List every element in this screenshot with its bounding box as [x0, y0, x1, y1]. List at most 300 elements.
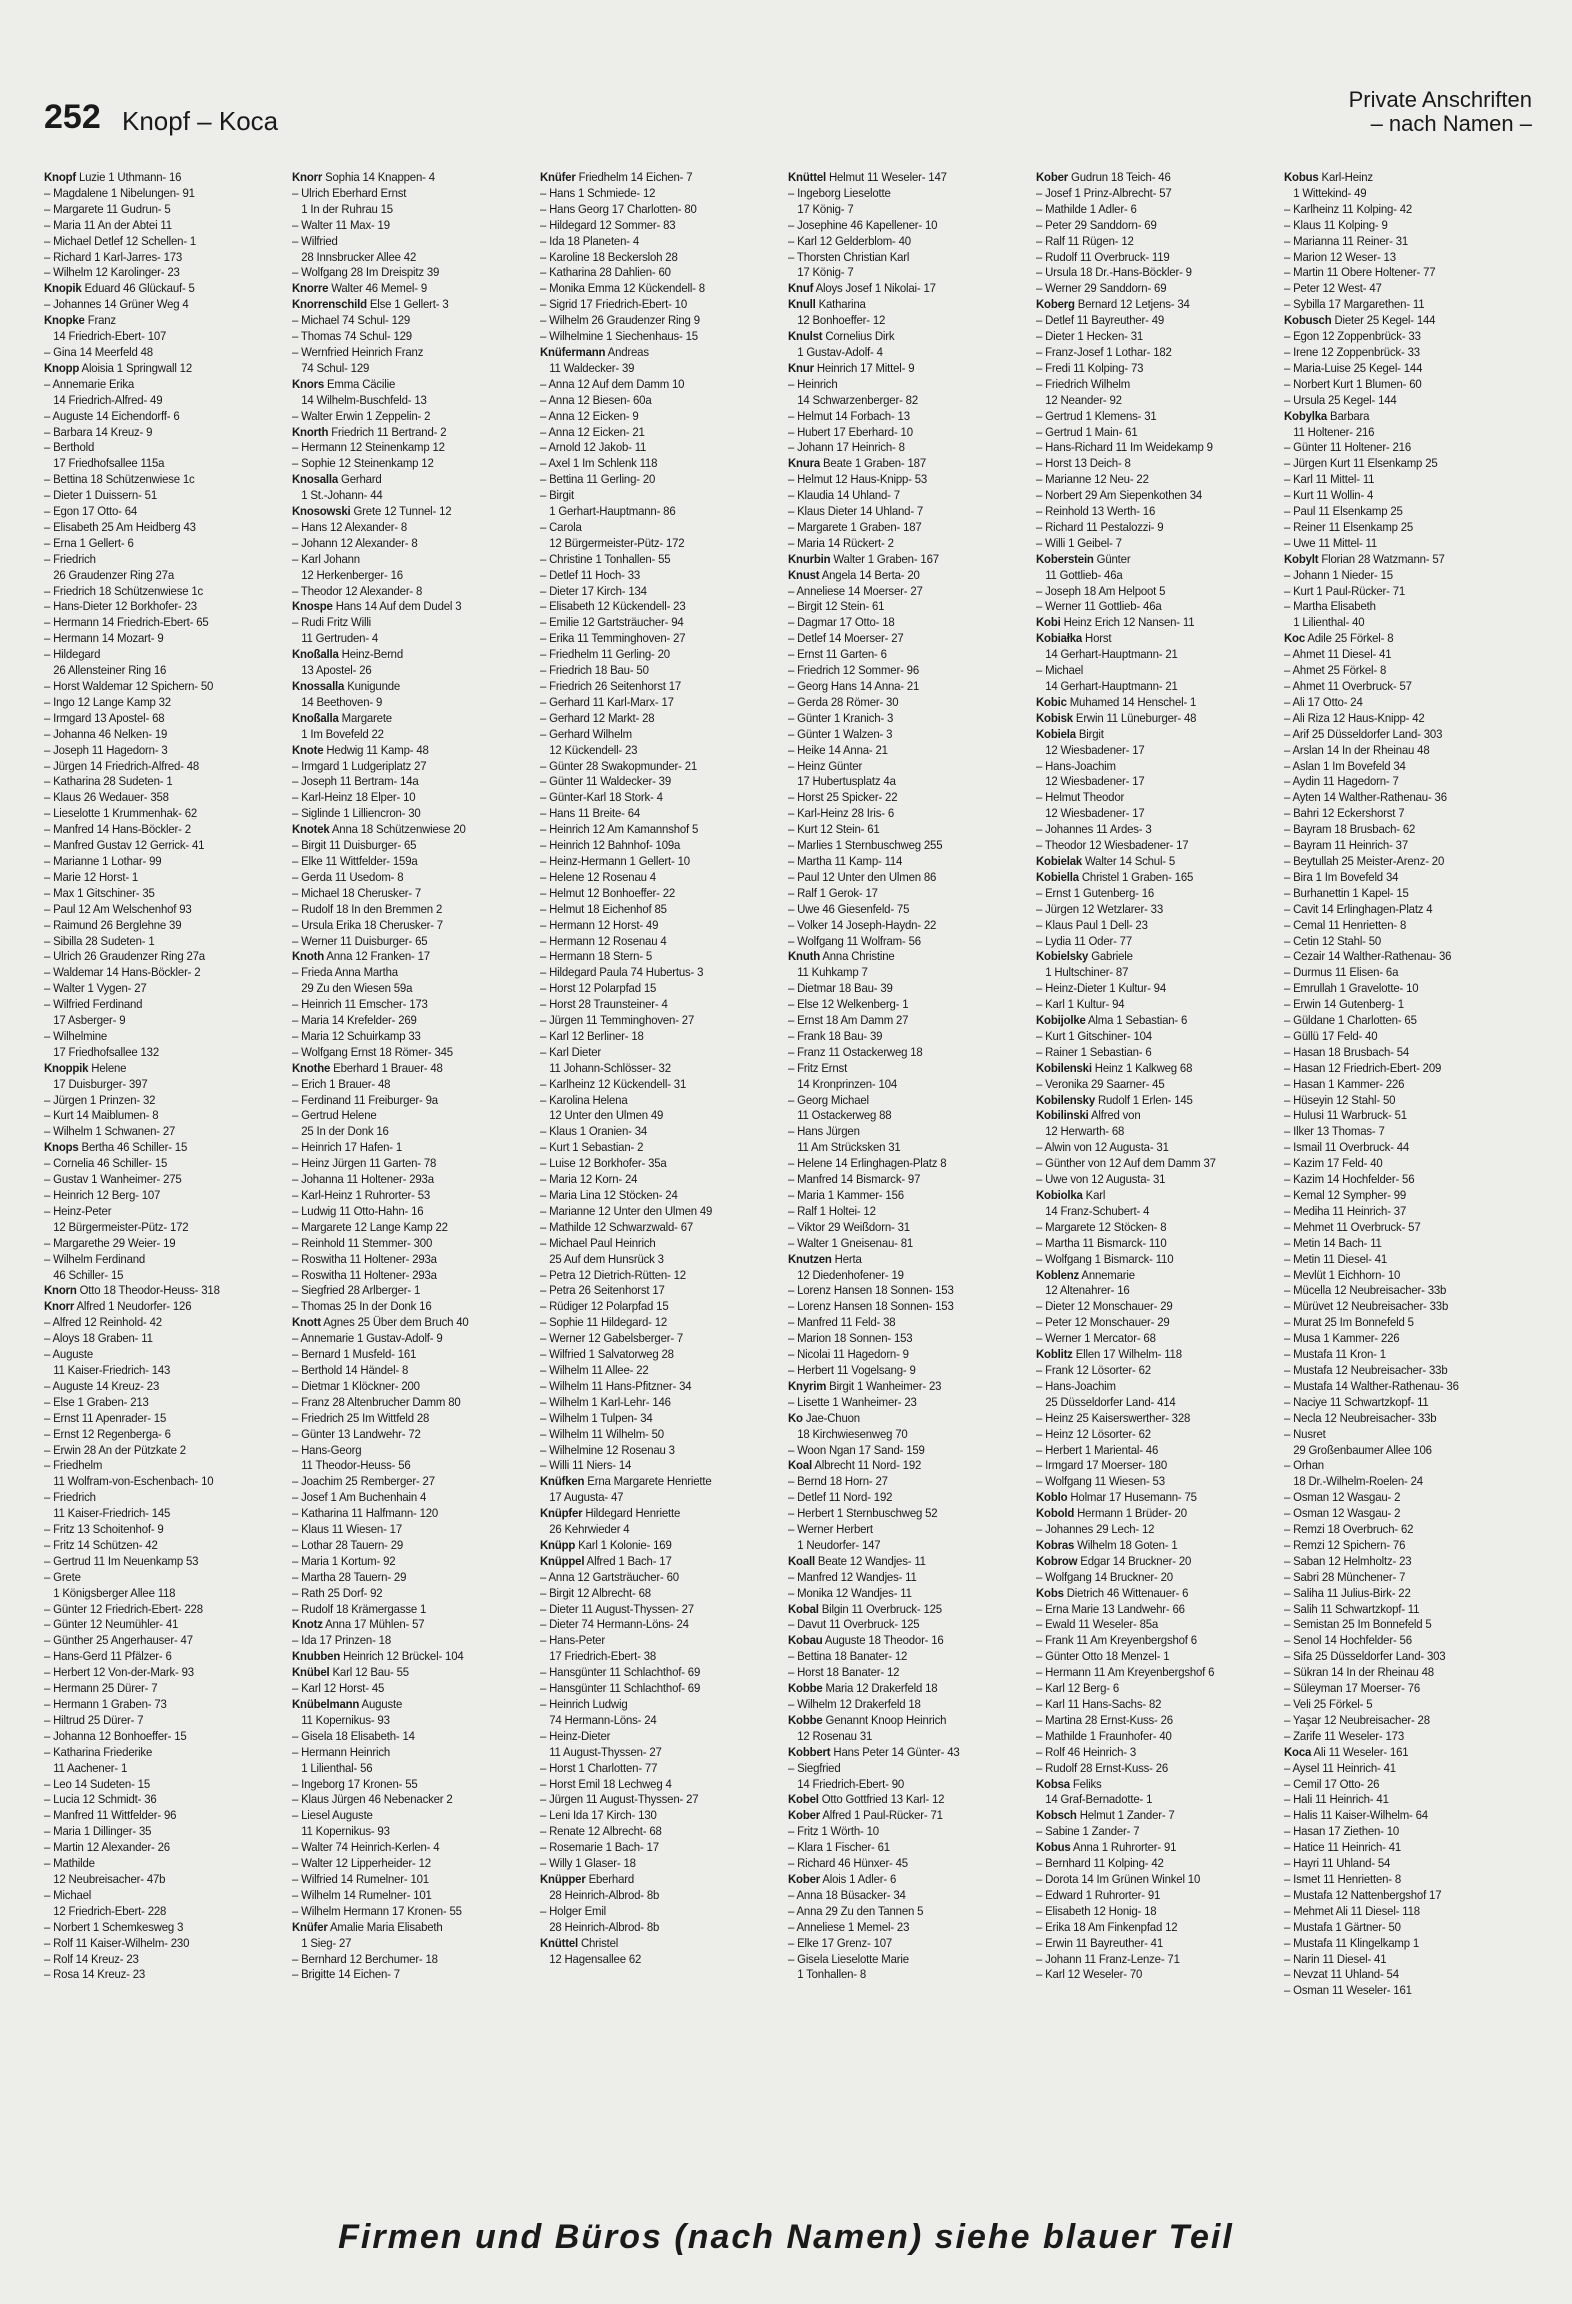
directory-entry: – Ilker 13 Thomas- 7 — [1284, 1124, 1385, 1139]
section-subtitle: – nach Namen – — [1370, 111, 1532, 136]
directory-entry: – Ahmet 11 Overbruck- 57 — [1284, 679, 1412, 693]
directory-entry: 1 Neudorfer- 147 — [797, 1537, 881, 1552]
directory-entry: – Günter 12 Friedrich-Ebert- 228 — [44, 1601, 203, 1616]
directory-entry: – Remzi 12 Spichern- 76 — [1284, 1537, 1406, 1552]
directory-entry: – Manfred Gustav 12 Gerrick- 41 — [44, 838, 205, 853]
directory-entry: Knüttel Helmut 11 Weseler- 147 — [788, 170, 947, 184]
directory-entry: Kobbe Genannt Knoop Heinrich — [788, 1712, 947, 1727]
directory-entry: – Frank 18 Bau- 39 — [788, 1028, 883, 1043]
directory-entry: 11 Theodor-Heuss- 56 — [301, 1458, 411, 1473]
directory-entry: – Martin 11 Obere Holtener- 77 — [1284, 265, 1436, 280]
directory-entry: – Heike 14 Anna- 21 — [788, 742, 888, 757]
directory-entry: – Wilfried 1 Salvatorweg 28 — [540, 1347, 674, 1362]
directory-entry: – Ismet 11 Henrietten- 8 — [1284, 1871, 1402, 1886]
directory-entry: – Annemarie Erika — [44, 376, 135, 391]
directory-entry: – Karl-Heinz 28 Iris- 6 — [788, 806, 895, 821]
directory-entry: Kobus Karl-Heinz — [1284, 170, 1373, 184]
directory-entry: – Erwin 11 Bayreuther- 41 — [1036, 1935, 1163, 1950]
directory-entry: – Werner 12 Gabelsberger- 7 — [540, 1331, 684, 1346]
directory-entry: 25 Düsseldorfer Land- 414 — [1045, 1394, 1176, 1409]
directory-entry: Knoppik Helene — [44, 1060, 127, 1075]
directory-entry: – Manfred 14 Bismarck- 97 — [788, 1172, 921, 1187]
directory-entry: – Ismail 11 Overbruck- 44 — [1284, 1140, 1410, 1155]
directory-entry: – Hermann 12 Rosenau 4 — [540, 933, 667, 948]
directory-entry: – Willi 11 Niers- 14 — [540, 1458, 632, 1473]
directory-entry: – Hermann 18 Stern- 5 — [540, 949, 653, 964]
directory-entry: – Kurt 1 Sebastian- 2 — [540, 1140, 644, 1155]
directory-entry: 1 Lilienthal- 56 — [301, 1760, 373, 1775]
directory-entry: – Halis 11 Kaiser-Wilhelm- 64 — [1284, 1808, 1428, 1823]
directory-entry: – Horst 1 Charlotten- 77 — [540, 1760, 658, 1775]
directory-entry: – Hans-Dieter 12 Borkhofer- 23 — [44, 599, 197, 614]
directory-entry: – Martha Elisabeth — [1284, 599, 1376, 614]
directory-entry: 1 Gustav-Adolf- 4 — [797, 344, 883, 359]
directory-entry: – Gerhard 12 Markt- 28 — [540, 710, 655, 725]
directory-entry: – Joseph 18 Am Helpoot 5 — [1036, 583, 1166, 598]
directory-entry: – Aslan 1 Im Bovefeld 34 — [1284, 758, 1406, 773]
directory-entry: – Anna 12 Biesen- 60a — [540, 392, 652, 407]
directory-entry: – Gerda 11 Usedom- 8 — [292, 869, 404, 884]
directory-entry: 29 Zu den Wiesen 59a — [301, 981, 413, 996]
directory-entry: – Fritz Ernst — [788, 1060, 848, 1075]
directory-entry: – Auguste — [44, 1347, 94, 1362]
directory-entry: Knull Katharina — [788, 297, 866, 312]
directory-entry: – Aydin 11 Hagedorn- 7 — [1284, 774, 1399, 789]
directory-entry: – Senol 14 Hochfelder- 56 — [1284, 1633, 1412, 1648]
directory-entry: 11 Aachener- 1 — [53, 1760, 128, 1775]
directory-entry: – Rainer 1 Sebastian- 6 — [1036, 1044, 1152, 1059]
directory-entry: – Edward 1 Ruhrorter- 91 — [1036, 1887, 1161, 1902]
directory-entry: – Ali Riza 12 Haus-Knipp- 42 — [1284, 710, 1425, 725]
directory-entry: – Mustafa 11 Kron- 1 — [1284, 1347, 1386, 1362]
directory-entry: – Richard 1 Karl-Jarres- 173 — [44, 249, 183, 264]
directory-entry: – Wilfried Ferdinand — [44, 997, 143, 1012]
directory-entry: – Sabine 1 Zander- 7 — [1036, 1824, 1140, 1839]
directory-entry: Knosalla Gerhard — [292, 472, 382, 487]
directory-entry: – Norbert 29 Am Siepenkothen 34 — [1036, 488, 1203, 503]
directory-entry: – Max 1 Gitschiner- 35 — [44, 885, 155, 900]
directory-entry: – Ursula 18 Dr.-Hans-Böckler- 9 — [1036, 265, 1192, 280]
directory-entry: 1 Tonhallen- 8 — [797, 1967, 867, 1982]
directory-entry: – Irmgard 13 Apostel- 68 — [44, 710, 165, 725]
directory-entry: Knopke Franz — [44, 313, 116, 328]
directory-entry: Kobs Dietrich 46 Wittenauer- 6 — [1036, 1585, 1189, 1600]
directory-entry: Knopp Aloisia 1 Springwall 12 — [44, 360, 192, 375]
directory-entry: – Necla 12 Neubreisacher- 33b — [1284, 1410, 1437, 1425]
directory-entry: – Cezair 14 Walther-Rathenau- 36 — [1284, 949, 1452, 964]
directory-entry: – Horst Emil 18 Lechweg 4 — [540, 1776, 672, 1791]
directory-entry: – Hermann 12 Steinenkamp 12 — [292, 440, 445, 455]
directory-entry: 12 Hagensallee 62 — [549, 1951, 642, 1966]
directory-entry: – Martin 12 Alexander- 26 — [44, 1840, 170, 1855]
directory-entry: – Wolfgang 11 Wiesen- 53 — [1036, 1474, 1165, 1489]
directory-entry: – Helmut 14 Forbach- 13 — [788, 408, 910, 423]
directory-entry: Koc Adile 25 Förkel- 8 — [1284, 631, 1394, 646]
directory-entry: – Mathilde 1 Fraunhofer- 40 — [1036, 1728, 1172, 1743]
directory-entry: – Ingeborg Lieselotte — [788, 185, 891, 200]
directory-entry: – Günter 11 Holtener- 216 — [1284, 440, 1412, 455]
directory-entry: – Marianna 11 Reiner- 31 — [1284, 233, 1409, 248]
directory-entry: Kober Alois 1 Adler- 6 — [788, 1871, 897, 1886]
directory-entry: – Martha 11 Bismarck- 110 — [1036, 1235, 1167, 1250]
directory-column-3 — [540, 170, 788, 2170]
directory-entry: – Wilhelm Hermann 17 Kronen- 55 — [292, 1903, 462, 1918]
directory-entry: 11 Kaiser-Friedrich- 143 — [53, 1362, 171, 1377]
directory-entry: Kobilenski Heinz 1 Kalkweg 68 — [1036, 1060, 1193, 1075]
directory-entry: – Heinrich 12 Berg- 107 — [44, 1188, 161, 1202]
directory-entry: – Klaus 1 Oranien- 34 — [540, 1124, 648, 1139]
directory-entry: – Süleyman 17 Moerser- 76 — [1284, 1681, 1421, 1696]
directory-entry: 17 Augusta- 47 — [549, 1490, 624, 1505]
directory-entry: Knüfken Erna Margarete Henriette — [540, 1474, 712, 1489]
directory-entry: – Rüdiger 12 Polarpfad 15 — [540, 1299, 669, 1314]
directory-entry: – Osman 12 Wasgau- 2 — [1284, 1490, 1401, 1505]
directory-entry: – Günter 1 Walzen- 3 — [788, 726, 893, 741]
directory-entry: – Elke 17 Grenz- 107 — [788, 1935, 893, 1950]
directory-entry: – Günther 25 Angerhauser- 47 — [44, 1633, 193, 1648]
directory-entry: – Gertrud 1 Klemens- 31 — [1036, 408, 1157, 423]
directory-entry: – Uwe 46 Giesenfeld- 75 — [788, 901, 910, 916]
directory-entry: 26 Graudenzer Ring 27a — [53, 567, 175, 582]
directory-entry: – Mustafa 11 Klingelkamp 1 — [1284, 1935, 1420, 1950]
directory-entry: 1 St.-Johann- 44 — [301, 488, 383, 503]
directory-entry: – Theodor 12 Alexander- 8 — [292, 583, 423, 598]
directory-entry: Knoßalla Heinz-Bernd — [292, 647, 404, 662]
directory-entry: – Dieter 1 Duissern- 51 — [44, 488, 157, 503]
directory-entry: – Lorenz Hansen 18 Sonnen- 153 — [788, 1299, 954, 1314]
directory-entry: – Erwin 14 Gutenberg- 1 — [1284, 997, 1404, 1012]
directory-entry: 26 Kehrwieder 4 — [549, 1522, 630, 1537]
directory-entry: – Erich 1 Brauer- 48 — [292, 1076, 391, 1091]
directory-entry: – Monika Emma 12 Kückendell- 8 — [540, 281, 705, 296]
directory-entry: – Friedrich — [44, 1490, 96, 1505]
directory-entry: – Ralf 1 Holtei- 12 — [788, 1203, 876, 1218]
directory-entry: – Anna 12 Auf dem Damm 10 — [540, 376, 685, 391]
directory-entry: – Klara 1 Fischer- 61 — [788, 1840, 890, 1855]
directory-entry: – Hans 1 Schmiede- 12 — [540, 185, 656, 200]
directory-entry: – Elisabeth 12 Kückendell- 23 — [540, 599, 686, 614]
directory-entry: – Ida 18 Planeten- 4 — [540, 233, 640, 248]
directory-column-4 — [788, 170, 1036, 2170]
directory-entry: Knuf Aloys Josef 1 Nikolai- 17 — [788, 281, 936, 296]
directory-entry: 1 Lilienthal- 40 — [1293, 615, 1365, 630]
directory-entry: – Martina 28 Ernst-Kuss- 26 — [1036, 1712, 1173, 1727]
directory-entry: – Norbert Kurt 1 Blumen- 60 — [1284, 376, 1422, 391]
directory-entry: – Wilhelm 12 Karolinger- 23 — [44, 265, 180, 280]
directory-entry: – Hans 11 Breite- 64 — [540, 806, 641, 821]
directory-entry: – Michael Detlef 12 Schellen- 1 — [44, 233, 197, 248]
directory-entry: – Petra 12 Dietrich-Rütten- 12 — [540, 1267, 686, 1282]
directory-entry: – Ewald 11 Weseler- 85a — [1036, 1617, 1159, 1632]
directory-entry: – Hermann 12 Horst- 49 — [540, 917, 659, 932]
directory-entry: – Heinrich Ludwig — [540, 1697, 628, 1711]
directory-entry: 1 Im Bovefeld 22 — [301, 726, 384, 741]
directory-entry: Knoßalla Margarete — [292, 710, 392, 725]
directory-entry: – Burhanettin 1 Kapel- 15 — [1284, 885, 1409, 900]
directory-entry: 11 Kaiser-Friedrich- 145 — [53, 1506, 171, 1521]
directory-entry: – Monika 12 Wandjes- 11 — [788, 1585, 912, 1600]
directory-entry: – Helene 14 Erlinghagen-Platz 8 — [788, 1156, 947, 1171]
directory-entry: – Osman 12 Wasgau- 2 — [1284, 1506, 1401, 1521]
directory-entry: – Hasan 17 Ziethen- 10 — [1284, 1824, 1400, 1839]
directory-entry: – Cavit 14 Erlinghagen-Platz 4 — [1284, 901, 1433, 916]
directory-entry: – Peter 12 West- 47 — [1284, 281, 1382, 296]
directory-entry: – Michael 18 Cherusker- 7 — [292, 885, 422, 900]
directory-entry: – Hasan 1 Kammer- 226 — [1284, 1076, 1405, 1091]
directory-entry: – Alfred 12 Reinhold- 42 — [44, 1315, 162, 1330]
directory-entry: – Hiltrud 25 Dürer- 7 — [44, 1712, 144, 1727]
directory-entry: Kobi Heinz Erich 12 Nansen- 11 — [1036, 615, 1195, 630]
directory-entry: Knossalla Kunigunde — [292, 679, 401, 693]
directory-entry: – Maria Lina 12 Stöcken- 24 — [540, 1188, 678, 1202]
directory-entry: Knübel Karl 12 Bau- 55 — [292, 1665, 409, 1680]
directory-entry: – Ingo 12 Lange Kamp 32 — [44, 694, 171, 709]
directory-entry: – Herbert 11 Vogelsang- 9 — [788, 1362, 916, 1377]
directory-entry: Ko Jae-Chuon — [788, 1410, 860, 1425]
directory-entry: – Mediha 11 Heinrich- 37 — [1284, 1203, 1407, 1218]
directory-entry: – Aysel 11 Heinrich- 41 — [1284, 1760, 1396, 1775]
directory-entry: – Rolf 11 Kaiser-Wilhelm- 230 — [44, 1935, 190, 1950]
directory-entry: – Nicolai 11 Hagedorn- 9 — [788, 1347, 909, 1362]
directory-entry: Koblenz Annemarie — [1036, 1267, 1135, 1282]
directory-entry: – Johann 12 Alexander- 8 — [292, 535, 418, 550]
directory-entry: – Lydia 11 Oder- 77 — [1036, 933, 1132, 948]
directory-entry: – Margarete 11 Gudrun- 5 — [44, 201, 171, 216]
directory-entry: – Katharina 28 Dahlien- 60 — [540, 265, 671, 280]
directory-entry: – Herbert 1 Sternbuschweg 52 — [788, 1506, 938, 1521]
directory-entry: – Zarife 11 Weseler- 173 — [1284, 1728, 1404, 1743]
directory-entry: – Gina 14 Meerfeld 48 — [44, 344, 153, 359]
directory-entry: Knoth Anna 12 Franken- 17 — [292, 949, 430, 964]
directory-entry: Knothe Eberhard 1 Brauer- 48 — [292, 1060, 443, 1075]
directory-entry: Knüfermann Andreas — [540, 344, 649, 359]
directory-entry: – Hubert 17 Eberhard- 10 — [788, 424, 913, 439]
directory-entry: – Fritz 14 Schützen- 42 — [44, 1537, 158, 1552]
directory-entry: – Georg Hans 14 Anna- 21 — [788, 679, 920, 693]
directory-entry: – Barbara 14 Kreuz- 9 — [44, 424, 153, 439]
directory-entry: – Siglinde 1 Lilliencron- 30 — [292, 806, 421, 821]
directory-entry: – Ferdinand 11 Freiburger- 9a — [292, 1092, 438, 1107]
directory-entry: – Christine 1 Tonhallen- 55 — [540, 551, 671, 566]
directory-entry: – Ursula 25 Kegel- 144 — [1284, 392, 1397, 407]
directory-entry: – Thorsten Christian Karl — [788, 249, 910, 264]
directory-entry: – Franz-Josef 1 Lothar- 182 — [1036, 344, 1172, 359]
directory-entry: – Johann 1 Nieder- 15 — [1284, 567, 1393, 582]
directory-entry: – Friedrich Wilhelm — [1036, 376, 1131, 391]
directory-entry: – Maria 1 Kammer- 156 — [788, 1188, 904, 1202]
directory-entry: – Wilhelmine 12 Rosenau 3 — [540, 1442, 675, 1457]
directory-entry: – Ludwig 11 Otto-Hahn- 16 — [292, 1203, 424, 1218]
directory-entry: – Sifa 25 Düsseldorfer Land- 303 — [1284, 1649, 1446, 1664]
directory-entry: – Mustafa 12 Neubreisacher- 33b — [1284, 1362, 1448, 1377]
directory-entry: – Paul 11 Elsenkamp 25 — [1284, 504, 1403, 519]
directory-entry: – Rath 25 Dorf- 92 — [292, 1585, 383, 1600]
directory-entry: 11 Johann-Schlösser- 32 — [549, 1060, 671, 1075]
directory-entry: Knüpfer Hildegard Henriette — [540, 1506, 681, 1521]
directory-entry: – Jürgen 14 Friedrich-Alfred- 48 — [44, 758, 200, 773]
directory-entry: – Johannes 11 Ardes- 3 — [1036, 822, 1152, 837]
page-title: Knopf – Koca — [122, 106, 279, 136]
directory-entry: – Kazim 14 Hochfelder- 56 — [1284, 1172, 1415, 1187]
directory-entry: – Siegfried 28 Arlberger- 1 — [292, 1283, 421, 1298]
directory-entry: – Hansgünter 11 Schlachthof- 69 — [540, 1665, 701, 1680]
directory-entry: Knorre Walter 46 Memel- 9 — [292, 281, 427, 296]
directory-entry: – Metin 14 Bach- 11 — [1284, 1235, 1382, 1250]
directory-entry: – Rudolf 11 Overbruck- 119 — [1036, 249, 1170, 264]
directory-entry: – Werner 1 Mercator- 68 — [1036, 1331, 1156, 1346]
directory-entry: – Beytullah 25 Meister-Arenz- 20 — [1284, 853, 1445, 868]
directory-entry: – Reinhold 11 Stemmer- 300 — [292, 1235, 433, 1250]
directory-entry: – Hansgünter 11 Schlachthof- 69 — [540, 1681, 701, 1696]
directory-entry: Kobijolke Alma 1 Sebastian- 6 — [1036, 1013, 1188, 1028]
directory-entry: – Günter 11 Waldecker- 39 — [540, 774, 671, 789]
directory-entry: – Bettina 18 Banater- 12 — [788, 1649, 908, 1664]
directory-entry: – Lieselotte 1 Krummenhak- 62 — [44, 806, 198, 821]
directory-entry: Knust Angela 14 Berta- 20 — [788, 567, 920, 582]
directory-entry: – Metin 11 Diesel- 41 — [1284, 1251, 1388, 1266]
directory-entry: – Saban 12 Helmholtz- 23 — [1284, 1553, 1412, 1568]
directory-entry: – Detlef 14 Moerser- 27 — [788, 631, 904, 646]
directory-entry: – Mustafa 14 Walther-Rathenau- 36 — [1284, 1378, 1459, 1393]
directory-entry: – Hans 12 Alexander- 8 — [292, 519, 408, 534]
directory-entry: – Arslan 14 In der Rheinau 48 — [1284, 742, 1430, 757]
directory-entry: – Irmgard 17 Moerser- 180 — [1036, 1458, 1167, 1473]
directory-entry: – Fredi 11 Kolping- 73 — [1036, 360, 1144, 375]
directory-entry: – Wolfgang 14 Bruckner- 20 — [1036, 1569, 1173, 1584]
directory-entry: – Günter 1 Kranich- 3 — [788, 710, 894, 725]
directory-entry: 11 Kopernikus- 93 — [301, 1824, 390, 1839]
directory-entry: – Osman 11 Weseler- 161 — [1284, 1983, 1412, 1998]
directory-entry: Koberstein Günter — [1036, 551, 1131, 566]
directory-entry: – Cetin 12 Stahl- 50 — [1284, 933, 1382, 948]
directory-entry: Kobal Bilgin 11 Overbruck- 125 — [788, 1601, 942, 1616]
directory-entry: – Werner Herbert — [788, 1522, 873, 1537]
directory-entry: – Luise 12 Borkhofer- 35a — [540, 1156, 667, 1171]
directory-entry: – Bayram 18 Brusbach- 62 — [1284, 822, 1416, 837]
directory-entry: – Karoline 18 Beckersloh 28 — [540, 249, 678, 264]
directory-entry: – Hasan 12 Friedrich-Ebert- 209 — [1284, 1060, 1442, 1075]
directory-entry: Knorth Friedrich 11 Bertrand- 2 — [292, 424, 447, 439]
directory-entry: 11 Holtener- 216 — [1293, 424, 1375, 439]
directory-entry: Knorr Sophia 14 Knappen- 4 — [292, 170, 435, 184]
directory-entry: – Lothar 28 Tauern- 29 — [292, 1537, 404, 1552]
directory-entry: – Bernd 18 Horn- 27 — [788, 1474, 888, 1489]
directory-entry: Koblo Holmar 17 Husemann- 75 — [1036, 1490, 1197, 1505]
directory-entry: – Birgit 11 Duisburger- 65 — [292, 838, 417, 853]
directory-entry: – Alwin von 12 Augusta- 31 — [1036, 1140, 1169, 1155]
directory-entry: – Maria-Luise 25 Kegel- 144 — [1284, 360, 1423, 375]
directory-entry: 11 Gottlieb- 46a — [1045, 567, 1123, 582]
directory-entry: – Karl-Heinz 1 Ruhrorter- 53 — [292, 1188, 431, 1202]
directory-entry: 11 Ostackerweg 88 — [797, 1108, 892, 1123]
directory-entry: – Michael Paul Heinrich — [540, 1235, 656, 1250]
directory-entry: 14 Beethoven- 9 — [301, 694, 383, 709]
directory-entry: – Salih 11 Schwartzkopf- 11 — [1284, 1601, 1420, 1616]
directory-entry: – Detlef 11 Hoch- 33 — [540, 567, 641, 582]
directory-entry: – Leni Ida 17 Kirch- 130 — [540, 1808, 657, 1823]
directory-entry: – Karl Dieter — [540, 1044, 601, 1059]
directory-entry: – Walter 11 Max- 19 — [292, 217, 390, 232]
directory-entry: 1 In der Ruhrau 15 — [301, 201, 393, 216]
directory-entry: – Renate 12 Albrecht- 68 — [540, 1824, 662, 1839]
directory-entry: 17 Friedhofsallee 115a — [53, 456, 165, 471]
directory-entry: – Franz 28 Altenbrucher Damm 80 — [292, 1394, 461, 1409]
directory-entry: – Paul 12 Unter den Ulmen 86 — [788, 869, 937, 884]
directory-entry: – Nevzat 11 Uhland- 54 — [1284, 1967, 1399, 1982]
directory-entry: – Auguste 14 Kreuz- 23 — [44, 1378, 160, 1393]
directory-entry: – Josef 1 Prinz-Albrecht- 57 — [1036, 185, 1172, 200]
page-number: 252 — [44, 98, 101, 136]
directory-entry: 17 Asberger- 9 — [53, 1013, 126, 1028]
directory-entry: – Mürüvet 12 Neubreisacher- 33b — [1284, 1299, 1449, 1314]
section-title: Private Anschriften — [1348, 87, 1532, 112]
directory-entry: – Karl-Heinz 18 Elper- 10 — [292, 790, 416, 805]
directory-entry: Kobold Hermann 1 Brüder- 20 — [1036, 1506, 1187, 1521]
directory-entry: 28 Heinrich-Albrod- 8b — [549, 1919, 660, 1934]
directory-entry: – Helmut Theodor — [1036, 790, 1125, 805]
directory-entry: – Fritz 13 Schoitenhof- 9 — [44, 1522, 164, 1537]
directory-entry: – Sabri 28 Münchener- 7 — [1284, 1569, 1406, 1584]
directory-entry: – Hildegard — [44, 647, 101, 662]
directory-entry: – Paul 12 Am Welschenhof 93 — [44, 901, 192, 916]
directory-entry: 25 Auf dem Hunsrück 3 — [549, 1251, 664, 1266]
directory-entry: – Kemal 12 Sympher- 99 — [1284, 1188, 1407, 1202]
directory-entry: Kobbe Maria 12 Drakerfeld 18 — [788, 1681, 938, 1696]
directory-entry: – Werner 29 Sanddorn- 69 — [1036, 281, 1167, 296]
directory-entry: Kobielak Walter 14 Schul- 5 — [1036, 853, 1176, 868]
directory-entry: – Hermann 14 Mozart- 9 — [44, 631, 164, 646]
directory-entry: – Franz 11 Ostackerweg 18 — [788, 1044, 923, 1059]
directory-entry: – Dorota 14 Im Grünen Winkel 10 — [1036, 1871, 1201, 1886]
directory-entry: 11 Kopernikus- 93 — [301, 1712, 390, 1727]
directory-entry: – Hulusi 11 Warbruck- 51 — [1284, 1108, 1407, 1123]
directory-entry: – Dagmar 17 Otto- 18 — [788, 615, 895, 630]
directory-entry: 74 Schul- 129 — [301, 360, 370, 375]
directory-entry: – Wolfgang Ernst 18 Römer- 345 — [292, 1044, 453, 1059]
directory-entry: – Hans-Peter — [540, 1633, 605, 1648]
directory-entry: – Roswitha 11 Holtener- 293a — [292, 1267, 437, 1282]
directory-entry: – Joachim 25 Remberger- 27 — [292, 1474, 435, 1489]
directory-columns — [44, 170, 1534, 2170]
directory-entry: – Frieda Anna Martha — [292, 965, 398, 980]
directory-entry: – Woon Ngan 17 Sand- 159 — [788, 1442, 925, 1457]
directory-entry: – Mücella 12 Neubreisacher- 33b — [1284, 1283, 1447, 1298]
directory-entry: – Horst 12 Polarpfad 15 — [540, 981, 657, 996]
directory-entry: – Wilhelm 11 Allee- 22 — [540, 1362, 649, 1377]
directory-entry: – Willi 1 Geibel- 7 — [1036, 535, 1122, 550]
directory-entry: – Erna 1 Gellert- 6 — [44, 535, 134, 550]
directory-entry: – Sophie 12 Steinenkamp 12 — [292, 456, 434, 471]
directory-entry: – Elke 11 Wittfelder- 159a — [292, 853, 418, 868]
directory-entry: Knospe Hans 14 Auf dem Dudel 3 — [292, 599, 462, 614]
directory-entry: Knopf Luzie 1 Uthmann- 16 — [44, 170, 182, 184]
directory-entry: – Jürgen Kurt 11 Elsenkamp 25 — [1284, 456, 1438, 471]
directory-entry: – Marianne 12 Neu- 22 — [1036, 472, 1149, 487]
directory-entry: – Ralf 1 Gerok- 17 — [788, 885, 878, 900]
directory-entry: Knüfer Friedhelm 14 Eichen- 7 — [540, 170, 693, 184]
directory-entry: Kobusch Dieter 25 Kegel- 144 — [1284, 313, 1436, 328]
directory-entry: – Frank 11 Am Kreyenbergshof 6 — [1036, 1633, 1197, 1648]
directory-entry: – Rolf 46 Heinrich- 3 — [1036, 1744, 1137, 1759]
directory-entry: – Frank 12 Lösorter- 62 — [1036, 1362, 1151, 1377]
directory-entry: Knotz Anna 17 Mühlen- 57 — [292, 1617, 425, 1632]
directory-entry: – Rudolf 18 In den Bremmen 2 — [292, 901, 443, 916]
directory-entry: – Veli 25 Förkel- 5 — [1284, 1697, 1373, 1711]
directory-entry: – Birgit 12 Albrecht- 68 — [540, 1585, 651, 1600]
directory-entry: – Hasan 18 Brusbach- 54 — [1284, 1044, 1410, 1059]
directory-entry: 14 Graf-Bernadotte- 1 — [1045, 1792, 1153, 1807]
directory-entry: – Friedrich 18 Schützenwiese 1c — [44, 583, 204, 598]
